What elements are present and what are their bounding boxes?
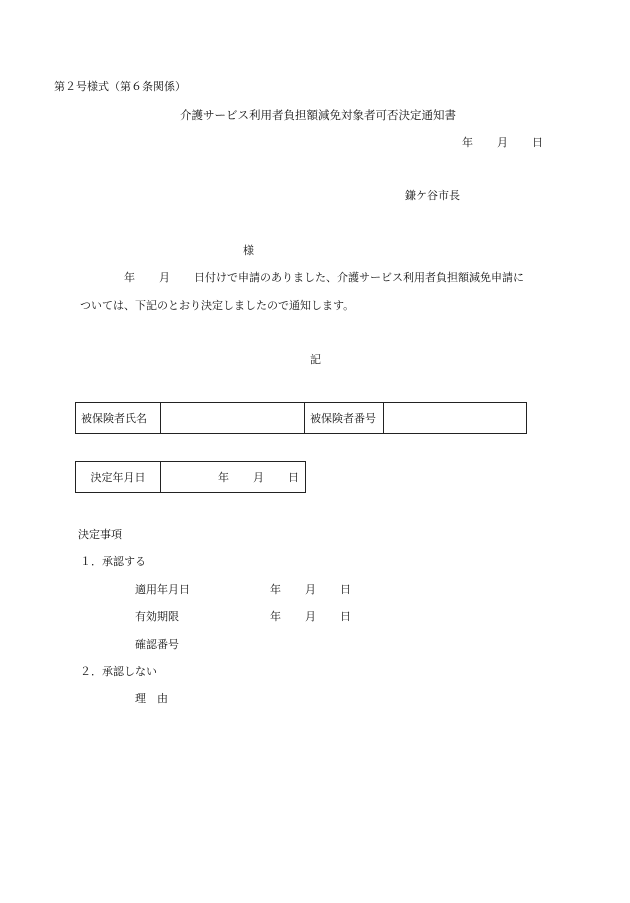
document-title: 介護サービス利用者負担額減免対象者可否決定通知書 [180, 108, 456, 122]
date-month: 月 [497, 136, 508, 149]
issuer: 鎌ケ谷市長 [405, 189, 460, 202]
insured-name-label: 被保険者氏名 [76, 403, 161, 434]
insured-number-field[interactable] [384, 403, 527, 434]
body-year: 年 [124, 271, 135, 284]
confirm-number-label: 確認番号 [135, 638, 179, 651]
insured-number-label: 被保険者番号 [305, 403, 384, 434]
date-line [462, 136, 543, 150]
decision-day: 日 [288, 471, 299, 484]
insured-name-field[interactable] [161, 403, 305, 434]
body-line-2: ついては、下記のとおり決定しましたので通知します。 [80, 299, 355, 312]
form-number: 第２号様式（第６条関係） [54, 80, 186, 93]
valid-period-label: 有効期限 [135, 610, 179, 623]
decision-date-table [75, 461, 306, 493]
apply-date-fields [270, 583, 351, 597]
approve-item: １．承認する [80, 555, 146, 568]
valid-period-fields [270, 610, 351, 624]
body-month: 月 [159, 271, 170, 284]
valid-year: 年 [270, 610, 281, 623]
insured-info-table [75, 402, 527, 434]
apply-year: 年 [270, 583, 281, 596]
deny-item: ２．承認しない [80, 665, 157, 678]
valid-month: 月 [305, 610, 316, 623]
decision-heading: 決定事項 [78, 528, 122, 541]
decision-year: 年 [218, 471, 229, 484]
apply-date-label: 適用年月日 [135, 583, 190, 596]
date-year: 年 [462, 136, 473, 149]
valid-day: 日 [340, 610, 351, 623]
decision-date-field[interactable] [161, 462, 306, 493]
apply-day: 日 [340, 583, 351, 596]
date-day: 日 [532, 136, 543, 149]
decision-month: 月 [253, 471, 264, 484]
decision-date-label: 決定年月日 [76, 462, 161, 493]
apply-month: 月 [305, 583, 316, 596]
ki-heading: 記 [310, 353, 321, 366]
addressee-suffix: 様 [243, 244, 254, 257]
body-line-1 [124, 271, 524, 285]
body-line-1-text: 日付けで申請のありました、介護サービス利用者負担額減免申請に [194, 271, 524, 284]
reason-label: 理 由 [135, 692, 168, 705]
